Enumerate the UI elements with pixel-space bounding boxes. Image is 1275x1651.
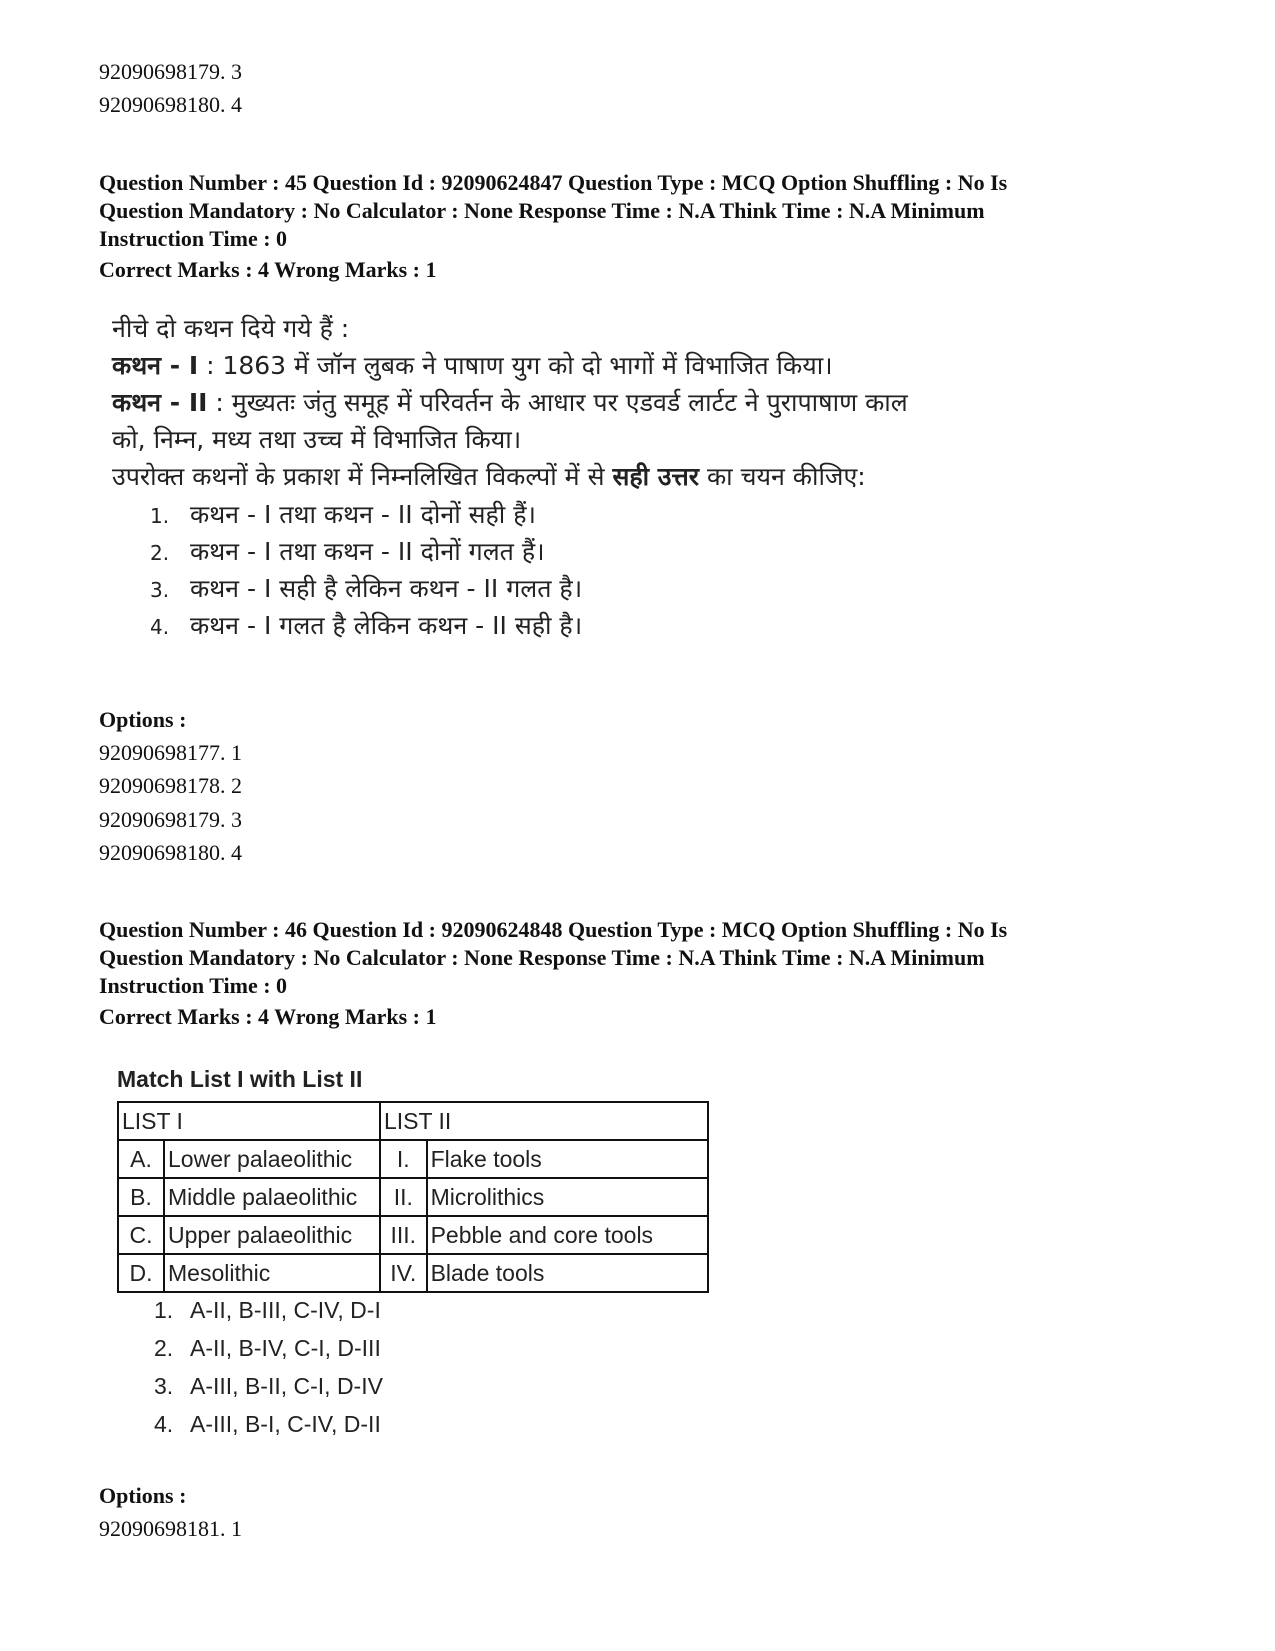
instruction-text: का चयन कीजिए: (699, 462, 866, 491)
list2-text: Microlithics (427, 1178, 708, 1216)
question-intro: नीचे दो कथन दिये गये हैं : (112, 314, 350, 343)
choice-number: 1. (154, 1297, 174, 1323)
list1-letter: B. (118, 1178, 164, 1216)
choice-number: 4. (150, 615, 170, 639)
list2-numeral: II. (380, 1178, 427, 1216)
question-header (99, 916, 1179, 1000)
match-title: Match List I with List II (117, 1066, 363, 1092)
table-row (118, 1178, 708, 1216)
marks-line: Correct Marks : 4 Wrong Marks : 1 (99, 257, 437, 282)
list2-text: Flake tools (427, 1140, 708, 1178)
choice-text: कथन - I तथा कथन - II दोनों गलत हैं। (190, 537, 545, 566)
choice-item (150, 572, 582, 607)
choice-number: 4. (154, 1411, 174, 1437)
choice-number: 2. (150, 541, 170, 565)
list1-text: Middle palaeolithic (164, 1178, 380, 1216)
statement-label: कथन - II (112, 388, 208, 417)
option-line: 92090698177. 1 (99, 740, 242, 765)
instruction-emphasis: सही उत्तर (612, 462, 699, 491)
table-row (118, 1216, 708, 1254)
list1-text: Mesolithic (164, 1254, 380, 1292)
option-line: 92090698179. 3 (99, 59, 242, 84)
match-table (117, 1101, 709, 1293)
table-row (118, 1140, 708, 1178)
statement-1 (112, 349, 833, 383)
header-line: Question Number : 45 Question Id : 92090624847 Question Type : MCQ Option Shuffling : No Is (99, 170, 1008, 195)
header-line: Instruction Time : 0 (99, 226, 288, 251)
choice-text: A-II, B-III, C-IV, D-I (190, 1297, 381, 1323)
header-line: Question Number : 46 Question Id : 92090624848 Question Type : MCQ Option Shuffling : No Is (99, 917, 1008, 942)
option-line: 92090698180. 4 (99, 840, 242, 865)
statement-label: कथन - I (112, 351, 199, 380)
option-line: 92090698181. 1 (99, 1516, 242, 1541)
choice-text: A-III, B-II, C-I, D-IV (190, 1373, 383, 1399)
choice-text: कथन - I गलत है लेकिन कथन - II सही है। (190, 611, 583, 640)
column-header: LIST II (380, 1102, 708, 1140)
choice-item (154, 1291, 381, 1329)
statement-text: : मुख्यतः जंतु समूह में परिवर्तन के आधार पर एडवर्ड लार्टट ने पुरापाषाण काल (207, 388, 908, 417)
choice-item (150, 609, 582, 644)
choice-item (154, 1329, 381, 1367)
choice-item (154, 1367, 383, 1405)
choice-item (154, 1405, 381, 1443)
list2-numeral: I. (380, 1140, 427, 1178)
choice-text: कथन - I तथा कथन - II दोनों सही हैं। (190, 500, 536, 529)
list2-numeral: III. (380, 1216, 427, 1254)
list1-letter: D. (118, 1254, 164, 1292)
choice-text: A-III, B-I, C-IV, D-II (190, 1411, 381, 1437)
list1-text: Upper palaeolithic (164, 1216, 380, 1254)
column-header: LIST I (118, 1102, 380, 1140)
list1-text: Lower palaeolithic (164, 1140, 380, 1178)
question-header (99, 169, 1179, 253)
options-label: Options : (99, 1483, 187, 1508)
list1-letter: C. (118, 1216, 164, 1254)
header-line: Question Mandatory : No Calculator : None Response Time : N.A Think Time : N.A Minimum (99, 198, 985, 223)
header-line: Question Mandatory : No Calculator : None Response Time : N.A Think Time : N.A Minimum (99, 945, 985, 970)
instruction (112, 460, 866, 494)
table-row (118, 1254, 708, 1292)
statement-text: : 1863 में जॉन लुबक ने पाषाण युग को दो भागों में विभाजित किया। (198, 351, 833, 380)
choice-text: A-II, B-IV, C-I, D-III (190, 1335, 381, 1361)
list1-letter: A. (118, 1140, 164, 1178)
option-line: 92090698180. 4 (99, 92, 242, 117)
choice-text: कथन - I सही है लेकिन कथन - II गलत है। (190, 574, 583, 603)
choice-item (150, 498, 536, 533)
list2-text: Pebble and core tools (427, 1216, 708, 1254)
header-line: Instruction Time : 0 (99, 973, 288, 998)
choice-number: 3. (154, 1373, 174, 1399)
list2-numeral: IV. (380, 1254, 427, 1292)
instruction-text: उपरोक्त कथनों के प्रकाश में निम्नलिखित विकल्पों में से (112, 462, 613, 491)
table-header-row (118, 1102, 708, 1140)
list2-text: Blade tools (427, 1254, 708, 1292)
question-image (117, 1066, 717, 1456)
choice-number: 1. (150, 504, 170, 528)
choice-item (150, 535, 545, 570)
question-image (112, 312, 942, 652)
marks-line: Correct Marks : 4 Wrong Marks : 1 (99, 1004, 437, 1029)
choice-number: 3. (150, 578, 170, 602)
options-label: Options : (99, 707, 187, 732)
choice-number: 2. (154, 1335, 174, 1361)
statement-2-continued: को, निम्न, मध्य तथा उच्च में विभाजित किया। (112, 425, 522, 454)
option-line: 92090698179. 3 (99, 807, 242, 832)
statement-2 (112, 386, 908, 420)
option-line: 92090698178. 2 (99, 773, 242, 798)
